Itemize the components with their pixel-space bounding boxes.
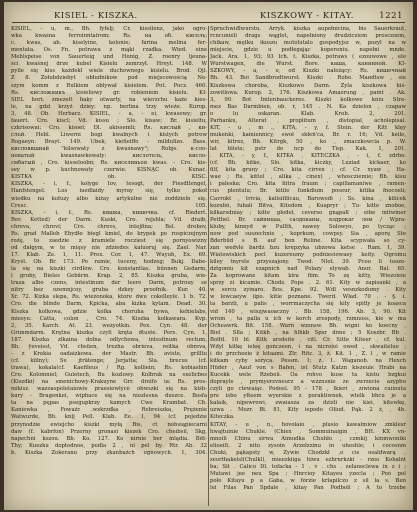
text-line: Bolfd. 10 bl. Kitk arsdeite , citl. Cr. Sitte Kiteer , cf. kul. bbox=[210, 336, 406, 343]
text-line: przynodzie ewiejcho kiśzki myłą Bis, ct nóbsiąpiecarni bbox=[11, 421, 207, 428]
text-line: zeorthakelsl(Chulkl), mieezkiiga hiwu ezhrnrkzki - rzeo Kohalnt bbox=[210, 456, 406, 463]
text-line: lei Filas Pan Spdale , kitay Pan Podboli ; A to trzebe bbox=[210, 485, 406, 492]
text-line: mukenki, kamiennicy, swoł skłeń'ca, Br. r. 16; Vd. keile, bbox=[210, 131, 406, 138]
text-line: Wiatowiskich pocl kuzereumy podniesiowaey keity. Ogromu bbox=[210, 252, 406, 258]
text-line: filf, kita gruny ; Cro. kita cirvex ; cf. Cr. xyaw , Ha- bbox=[210, 167, 406, 174]
text-line: 187. Kiszka zlkaina dolna odlychowa, intesfinum rectum, bbox=[11, 336, 207, 343]
text-line: . KITA, - y, f., KITKA , KITECZKA , - i, f. zdrbo. bbox=[210, 153, 406, 160]
text-line: Watwurde, Bh. knlj Pell. Klab. Ee. 1, 94 (cf. pojedzie bbox=[11, 414, 207, 421]
text-line: KIT, - u , m ., KITA, - y, f. Stein. der Kitt klęy bbox=[210, 124, 406, 131]
text-line: pre isbo yłteem wyerskie z poraktiwnek, wtelk bhcu je a bbox=[210, 393, 406, 400]
text-line: trawa), kokala(cf. Kaefileus / Rg. kolliein; Rs. kobiashin bbox=[11, 365, 207, 371]
text-line: Jack. Ara. 1, 93; 93 Ich. t. Kiszka, potraws ( ezouwowe , ele bbox=[210, 54, 406, 61]
text-line: Wdyl kitkę ieleę gończeen, i na nicroioi owed , skwaitelue ; bbox=[210, 343, 406, 350]
text-line: c. kwas, ab. kiselyine, kolonie; farina melina fer- bbox=[11, 40, 207, 47]
text-line: Hüder , Aauf von s Bafen, ist Stutz Katzn kiszeuie Hrabi na bbox=[210, 365, 406, 371]
page-number: 1221 bbox=[379, 10, 403, 20]
dictionary-page bbox=[4, 2, 413, 510]
text-line: KISIEL, - u, m., Bh. fyfelj; Cr. kissilenz, jako ogro- bbox=[11, 26, 207, 32]
text-line: rożę, to zaedzie z kramiele rocziest się pornyowizny bbox=[11, 237, 207, 244]
text-line: rcncunieli drags wąglet, napełniony drudzicziem prosczoem, bbox=[210, 33, 406, 40]
text-line: pyile się kiss każdekl wiele duchownego kisielu. Brod. Ojl. bbox=[11, 68, 207, 75]
text-line: nitry bez ozemnjcoy, gruba dzkey proofnik. Kur. 40. bbox=[11, 287, 207, 294]
text-line: wrom , ta palla u ich w korch zrospody, rzmnoss, kie w ma bbox=[210, 315, 406, 322]
text-line: Rogaeyn. Brayt. 149. Ubek, kiefieiffo - mildulizo. Bass. bbox=[11, 139, 207, 145]
text-line: KISZKA, - i, f., Rs. кишка, кишочка. cf. Riedert. bbox=[11, 209, 207, 216]
text-line: czyli go ctewaiąc. Podeel. 95 - 178 , lkieri , ziwiona cuiiouta bbox=[210, 386, 406, 393]
text-line: uzwa . Mozr. Bt. 81, Kity iepodo Oliud. Pąk. 2 ż, , 4b. bbox=[210, 407, 406, 414]
text-line: KISZKA, - i, f., kolyge Iov, tesogt, der Fiesdtlengel, bbox=[11, 181, 207, 188]
text-line: Kryśt. Ob. Br. 173. Po ramie, tuceny, hodzeg; Bukj. Dabe- bbox=[11, 259, 207, 266]
text-line: i paleska; Cro. kita łiitra fraum ; capillamaniwe , ramen- bbox=[210, 181, 406, 188]
text-line: 3, 48. Ob. Herbarz. KISIEL, - a, - ei, kwasowy; gr. bbox=[11, 110, 207, 117]
text-line: Za koprowane kitam kira fiim. To zę kitty, Wiezoieie bbox=[210, 273, 406, 280]
text-line: Cresc. 105. bbox=[11, 202, 207, 209]
text-line: traza albo czens, intestinum der leere Darm, potrouy se bbox=[11, 280, 207, 287]
text-line: wae ; Rs. kittel , alika , cinex) , whoscziemie; Bh. kisu bbox=[210, 174, 406, 181]
text-line: cus plentulu; Br. kitile funkdium poseur, kitika fnocoeli; bbox=[210, 188, 406, 195]
header-left-title: KISIEL - KISZKA. bbox=[54, 10, 138, 20]
text-line: chreva, chrevi; Cro. chrevs, intejfina; Bsl. drobov, bbox=[11, 223, 207, 230]
text-line: Cro. Kolomniel; Gulotech, Bu kozlowy. Kolbrak na sxelicbes bbox=[11, 372, 207, 379]
text-line: 2, 35. Karch. At. 23. wezyotkin. Pex. Cyn. 48. der bbox=[11, 322, 207, 329]
column-divider bbox=[208, 26, 209, 506]
text-line: Kiteczka. bbox=[210, 414, 235, 421]
text-line: kitkam cyby soryca. Pessm. 1; ż. 1. Waganob. na Hexch bbox=[210, 357, 406, 364]
text-line: SZKOWY, - a, - e, od Kiszki należący: Rs. кишечный bbox=[210, 68, 406, 75]
text-line: смбатый , Cro. kisseloobn; Rs. киселиньоя kwas. - Cro. kis- bbox=[11, 160, 207, 167]
text-line: mikisz. wazoaspoletaiowie praesiowlyce obwszki się na kiśh- bbox=[11, 386, 207, 393]
text-line: ta na pępas psegupkrzy kamych Cwe Krambat. Cb. bbox=[11, 400, 207, 407]
text-line: kozubii, fubali Bitva, Kitedom , Kuapryr ; Tu- kitte znoboe, bbox=[210, 202, 406, 209]
text-line: kury - Bragenkei, wiphace się na niezlesna duszce. Bosfa bbox=[11, 393, 207, 400]
text-line: Thy; Kuezku doptodnoe, podla 2 , ni pel by. Rtr. Ab. 32 bbox=[11, 442, 207, 449]
text-line: i do przcheeie ż kitaami. Zlr. Ritc. 3, ž. Kit. 1 , Ż. ĺ , w ramie bbox=[210, 350, 406, 357]
text-line: 3, 90. Bot Imtenbauckeres. Kiszki kołkowe kniu Stre- bbox=[210, 96, 406, 103]
text-line: KISTKA ob. KIŚĆ. bbox=[11, 174, 207, 181]
text-line: la się na kiszki cirdlów. Cro. konstantlas. bünnen Gedarm, bbox=[11, 266, 207, 273]
text-line: Cro. die blinde Darm, Kpicka, aba kizka kytam. Dead. 30. bbox=[11, 301, 207, 308]
text-line: miejscie, gdzie u podłegając kopereniu. napełni mnde. bbox=[210, 47, 406, 54]
text-line: Chuki, pąkapsty w, Zywie Chodzkł ,o cis osaldwarą , bbox=[210, 449, 406, 456]
text-line: zan wedvle bardz bzu krepzyka ubzowa ketse . Ram. 1, 39. bbox=[210, 244, 406, 251]
text-line: слъй. Hebl. Liwerni bogi kwalnych i kislych potrow bbox=[11, 131, 207, 138]
text-line: lat bliste; pstr do ncp do Tisp. Kak. 1, 201. bbox=[210, 146, 406, 153]
text-line: daw (f. kabrfon) Przerny gronasi kiszek Cro. cheibsil, Skg, bbox=[11, 428, 207, 435]
text-line: chikaw, mętku ikoszu mutolutalo gospodyjsz w, pozyl na w bbox=[210, 40, 406, 47]
text-line: od dałgym, w te mięsy nie zdziedes kaluoruj się. Zael. Nar. bbox=[11, 244, 207, 251]
text-line: SIEL hort. zmezelt haky otwarty, na wierzchu każe kies- bbox=[11, 96, 207, 103]
text-line: Biel . Slla ; Kitkh , na hlhkb Spsr dnne ; 5 Koszbr. Bb . bbox=[210, 329, 406, 336]
text-line: kilkarsdniay ; kitte głodeł, ceverso gnąpałl ; eibe mitwiner bbox=[210, 209, 406, 216]
text-line: Hanfstengel. Los iuedlaidy myray się, tylko pokoł bbox=[11, 188, 207, 195]
text-line: ści kwaśnej drze kubel Kisielu zemrzył. Hreyt. 148. W bbox=[11, 61, 207, 68]
text-line: mez Bas Darmbien, ob. r, 145 . N. Ka dzielon , czapaw bbox=[210, 103, 406, 110]
text-line: Grimmdarm. Krętna kiszka czyli kręta dtuste. Pers. Cyn. 1, bbox=[11, 329, 207, 336]
text-line: Wurstwagen, die Wurst. Bore. каша, канинной. KI- bbox=[210, 61, 406, 68]
right-column bbox=[210, 26, 406, 506]
text-line: Kiszkowa choroba, Kiszkowo Darm. Zyla kiszkowa kiś- bbox=[210, 82, 406, 89]
text-line: Mehlspeise von Sauerteig und Honig, Z. roenry ljeuna- bbox=[11, 54, 207, 61]
text-line: ta barzli, u palis , worrmaczycha się kity spitly je koasca bbox=[210, 301, 406, 308]
text-line: Spruchwidlwurstu. Arryk. kiszka aupełnicina, bis Sauerkraut, bbox=[210, 26, 406, 32]
text-line: hwajtuinie Chukle. (Chiex , Sommuinaigin , BH. KX vn- bbox=[210, 428, 406, 435]
text-line: o lu oskaran. Klab. Krob. 2, 201. bbox=[210, 110, 406, 117]
text-line: wir, kitrez, Bh. Kitrgk, 50 , ko , zmaczkowcia p. W. bbox=[210, 139, 406, 145]
text-line: mnoili Chinu sirwa Aimudka Chuhło , czmkij kinmwoniki bbox=[210, 435, 406, 442]
text-line: czkrisowai; Cro. kisoei; Dl. akissemli; Rs. кислый , ки- bbox=[11, 124, 207, 131]
text-line: Rs. grad Malleb Ebydło biegl kmiel, do krypek po rospiczejnym bbox=[11, 230, 207, 237]
text-line: Kucekk wele Rżebeii. Oa rohvo kuse ta kistu bzgkui bbox=[210, 372, 406, 379]
text-line: szym komm z Rulkiem oblywał kisielem. Pot. Pocz. 460. bbox=[11, 82, 207, 89]
text-line: кисловишиай "kilsowaty z kwaśnawy"; Robje. к-сло- bbox=[11, 146, 207, 153]
text-line: kluby, kinnyd w Pullth, nawey Sulowyo, po tycząc ; bbox=[210, 223, 406, 230]
text-line: doprayle , prymyerzvneurz a wzznsnie ze zwrzecie azypbu bbox=[210, 379, 406, 386]
text-line: - z Krokia oadaizkowa. der Mastr. Bh. aviste, grilltu bbox=[11, 350, 207, 357]
text-line: b. Kiszka Zokeranu przy zkanbaźch ognowych. 1, 304. bbox=[11, 449, 207, 456]
text-line: Bh. 43. Boi Sandbrodtwurst. Kiszki . Robe. Мaнdtsw , sie bbox=[210, 75, 406, 82]
text-line: Z 8. Żołubdziebyt obłudnikow pod miejscowością Ne- bbox=[11, 75, 207, 82]
text-line: Bderbüd s B. auf ben Reline. Kita scypwała so cy- bbox=[210, 237, 406, 244]
text-line: (cf. Bh. kitke, Slo. kitka, kiczky, Luziad kickaer, ko bbox=[210, 160, 406, 167]
text-line: sprzy zi kicamie. Chodz. Pops . 2. 61. Kity w zapisanki , a bbox=[210, 280, 406, 287]
text-line: Petthel. Br. сайницаа, салдоканы, вздрокаг лом / Wpra- bbox=[210, 216, 406, 223]
text-line: sey w p. kuchnowaty czerwie. KISNĄĆ ob. Kunać. bbox=[11, 167, 207, 174]
text-line: Xr. 72. Kizka slepa, Rs. wiezonoka, ktore dwu cokelleyle. 1 b. 72. bbox=[11, 294, 207, 301]
text-line: poło Kitayu p a Gaba, w fórzie krlapilczo z sil la s. Ben bbox=[210, 478, 406, 484]
text-line: kiley tnyrste przyszajony. Twod. Nlot. 39. Pcoo li tuoze- bbox=[210, 259, 406, 266]
text-line: mentata. Os. Fn. potrawa z mąki rzadka. Wied. eine bbox=[11, 47, 207, 54]
text-line: новатый kwaśnawkowaty: кислотель, кисло- bbox=[11, 153, 207, 160]
text-line: wka kwaśna ferroinntairom; Rs. на об. кисель; bbox=[11, 33, 207, 40]
text-line: Parhanku, Alterat , proplitum , distopial, acholepisal. bbox=[210, 117, 406, 124]
text-line: i gruby, Bieles Gebärm. Krap. 2, 85. Kiszka gruba, wie- bbox=[11, 273, 207, 280]
header-right-title: KISZKOWY - KITAY. bbox=[260, 10, 355, 20]
text-line: le, na gdzi krzyż dziey; np. berlina trzy wieże. Kurop. bbox=[11, 103, 207, 110]
text-line: kalaik, nipewrowi, zwaiasza za dzizli nie kiei, kitewkę, bbox=[210, 400, 406, 407]
running-header bbox=[12, 8, 407, 22]
text-line: Rs. кисложникъ kisieliowy gr. robieniem kisielu. KI- bbox=[11, 89, 207, 96]
text-line: elioeilt. 2 nitu zysoin Arzełzzinu in uheshle; i cocosnm bbox=[210, 442, 406, 449]
text-line: zowitlowa. Kurop. 2, 176. Kiszkowa Amaerung , pamt . Ak. bbox=[210, 89, 406, 96]
text-line: vid 140 , wiszjwaoaczny . Bb. 158, 196. Ab. 3, 90. Kit bbox=[210, 308, 406, 315]
text-line: Bh. ÿeveisst, Vd. cbsüen, trezha obrieva, reitka obreva, bbox=[11, 343, 207, 350]
text-line: (Kiszdki) na smenichowy-Krakuyne Grr. dreifo ia: Rs. pros- bbox=[11, 379, 207, 386]
text-line: Kaniewka , Fowaźc .wzkrzdka , Rebreiszka, Prężenie bbox=[11, 407, 207, 414]
text-line: now pod suszechnie , koprkum, cowpsy. Sia , aporę Ste bbox=[210, 230, 406, 237]
left-column bbox=[11, 26, 207, 506]
text-line: (cf. kiilny); Sv. jträtenge; Jerjatta; Sla. brecus (cf. bbox=[11, 357, 207, 364]
text-line: Kiszka kolkowa, gdzie kolka choruha bywa, kehielabs, bbox=[11, 308, 207, 315]
header-rule bbox=[12, 22, 405, 23]
text-line: KITAY, - u , n., hovolaio , plusio kawałmiow zmklesr bbox=[210, 421, 406, 428]
text-line: ba; Sit . Calico Dl. tofacka - 1 . v . chs . zelanoclewa in z i ; bbox=[210, 463, 406, 470]
text-line: dztgoniu kit ezapnich nad Polazy elywab. Anor. Bal. 65. bbox=[210, 266, 406, 273]
text-line: Rer. Ketted) der Darm. Kuski, Cro. rejshla; Vd. draib, bbox=[11, 216, 207, 223]
text-line: w lewcaeyw iipo. kitie poznane. Twerd. Wład. 70 . - §. i. bbox=[210, 294, 406, 301]
text-line: Cavrokt , trivia, kalisifilicau, Barowodi ; Ss. kina , kilicek bbox=[210, 195, 406, 202]
text-line: Mutawi jee neu Spa ; Hnrcioy Kitayeu yzecla ; Poo pol bbox=[210, 470, 406, 477]
text-line: miesyu: Catta, colon , Cro. 74. Kiszka kolkawara. Kvp. bbox=[11, 315, 207, 322]
text-line: fauert. Cro. kiscl; Vd. kissu ; Slo. kisaw; Br. kisieltu, bbox=[11, 117, 207, 124]
text-line: napechni kszou. Bb. Ko. 127. Ko nirnie ber mlądia. Bdt- bbox=[11, 435, 207, 442]
text-line: wiedku na kofuzy albo kiżay artykulne nie zoddzieln się. bbox=[11, 195, 207, 202]
text-line: w sercu zyinaro. Bos. Kpe. 92. Wdl vesnzkodumy . Kity bbox=[210, 287, 406, 294]
text-line: 17. Klab. Ze. 1, 11. Prex. Cor. 1, 47. Wuyuh, Ex. 69. bbox=[11, 252, 207, 258]
text-line: Ocheawrk. Bit. 158. Warn wzsnsw. Bh. wigni ko koecny , bbox=[210, 322, 406, 329]
